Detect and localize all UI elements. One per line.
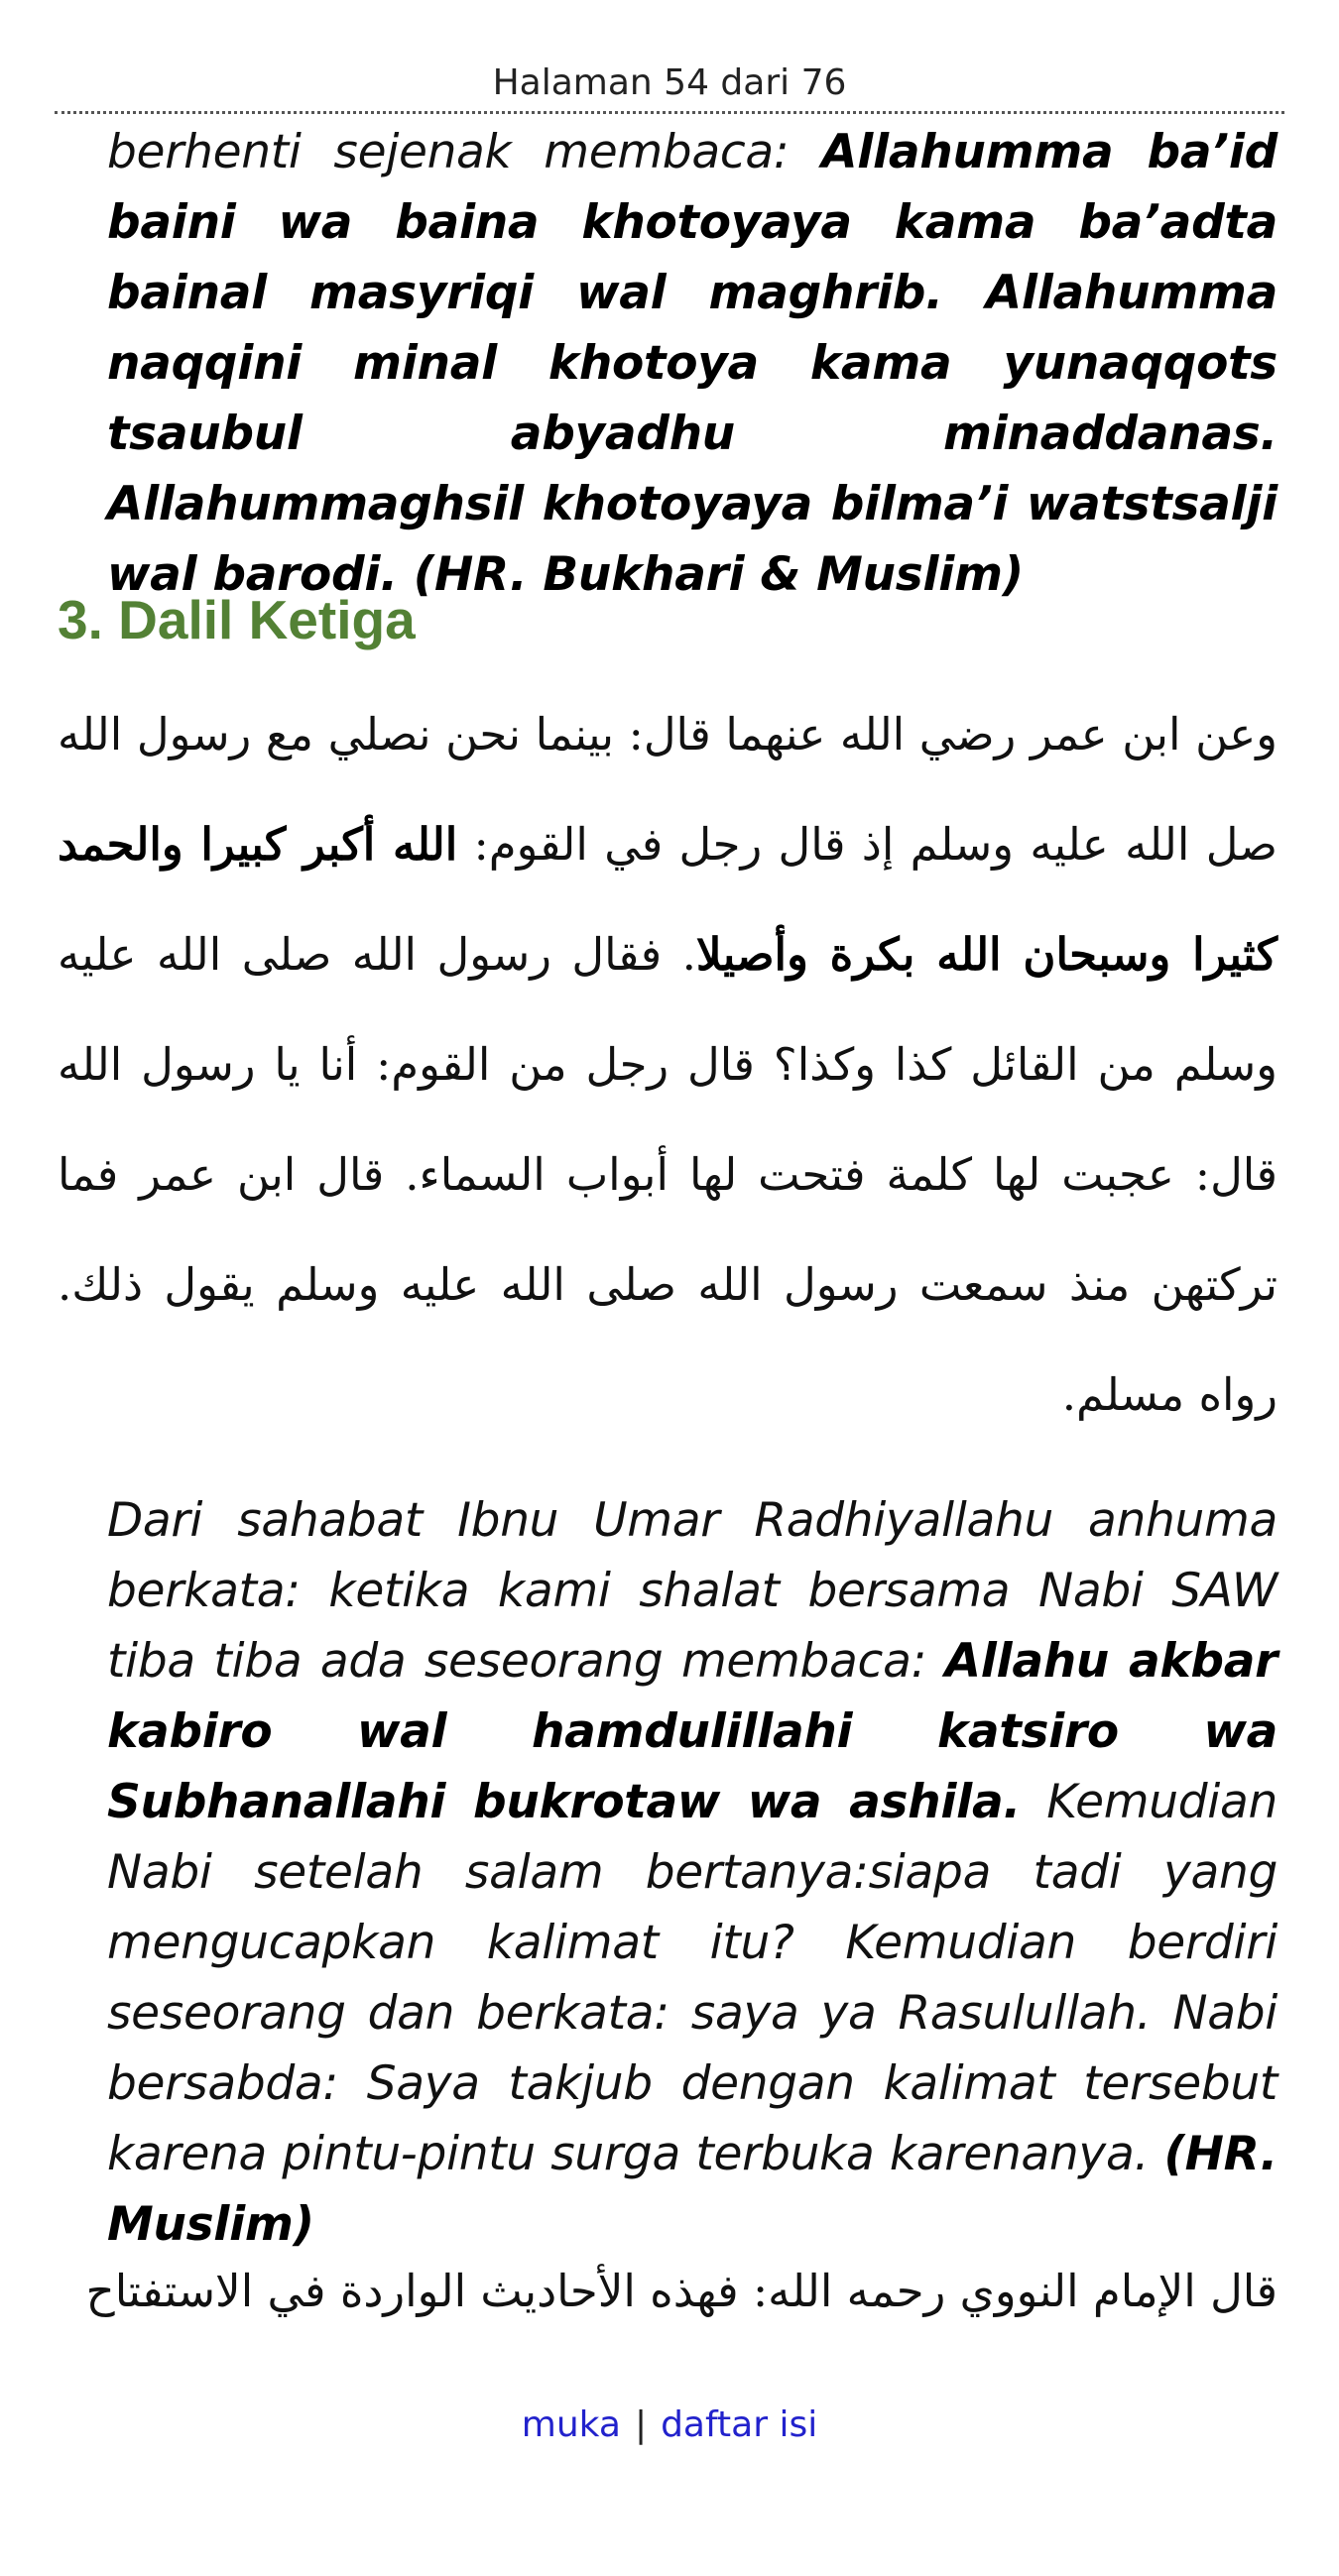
hadith-citation: (HR. Muslim) (107, 2127, 1278, 2252)
translation-narrative: Kemudian Nabi setelah salam bertanya:siapa tadi yang mengucapkan kalimat itu? Kemudian berdiri seseorang dan berkata: saya ya Rasulullah. Nabi bersabda: Saya takjub dengan kalimat tersebut karena pintu-pintu surga terbuka karenanya. (107, 1775, 1278, 2181)
footer-navigation (55, 2402, 1284, 2448)
nav-separator: | (634, 2404, 648, 2445)
page-indicator: Halaman 54 dari 76 (492, 62, 847, 103)
translation-intro: Dari sahabat Ibnu Umar Radhiyallahu anhuma berkata: ketika kami shalat bersama Nabi SAW tiba tiba ada seseorang membaca: (107, 1493, 1278, 1689)
arabic-hadith-part-1: وعن ابن عمر رضي الله عنهما قال: بينما نحن نصلي مع رسول الله صل الله عليه وسلم إذ قال رجل في القوم: (58, 708, 1278, 871)
translation-paragraph-1 (107, 117, 1278, 610)
arabic-hadith-text (58, 679, 1278, 1450)
prayer-transliteration: Allahumma ba’id baini wa baina khotoyaya kama ba’adta bainal masyriqi wal maghrib. Allahumma naqqini minal khotoya kama yunaqqots tsaubul abyadhu minaddanas. Allahummaghsil khotoyaya bilma’i watstsalji wal barodi. (HR. Bukhari & Muslim) (107, 125, 1278, 602)
home-link[interactable]: muka (521, 2404, 621, 2445)
dhikr-transliteration: Allahu akbar kabiro wal hamdulillahi katsiro wa Subhanallahi bukrotaw wa ashila. (107, 1634, 1278, 1829)
section-heading: 3. Dalil Ketiga (58, 589, 416, 650)
arabic-commentary-text: قال الإمام النووي رحمه الله: فهذه الأحاديث الواردة في الاستفتاح (85, 2265, 1278, 2317)
arabic-dhikr-bold: الله أكبر كبيرا والحمد كثيرا وسبحان الله بكرة وأصيلا (58, 818, 1278, 981)
translation-intro: berhenti sejenak membaca: (107, 125, 822, 179)
header-divider (55, 111, 1284, 114)
translation-paragraph-2 (107, 1485, 1278, 2260)
arabic-hadith-part-2: . فقال رسول الله صلى الله عليه وسلم من القائل كذا وكذا؟ قال رجل من القوم: أنا يا رسول الله قال: عجبت لها كلمة فتحت لها أبواب السماء. قال ابن عمر فما تركتهن منذ سمعت رسول الله صلى الله عليه وسلم يقول ذلك. رواه مسلم. (58, 928, 1278, 1421)
table-of-contents-link[interactable]: daftar isi (661, 2404, 818, 2445)
